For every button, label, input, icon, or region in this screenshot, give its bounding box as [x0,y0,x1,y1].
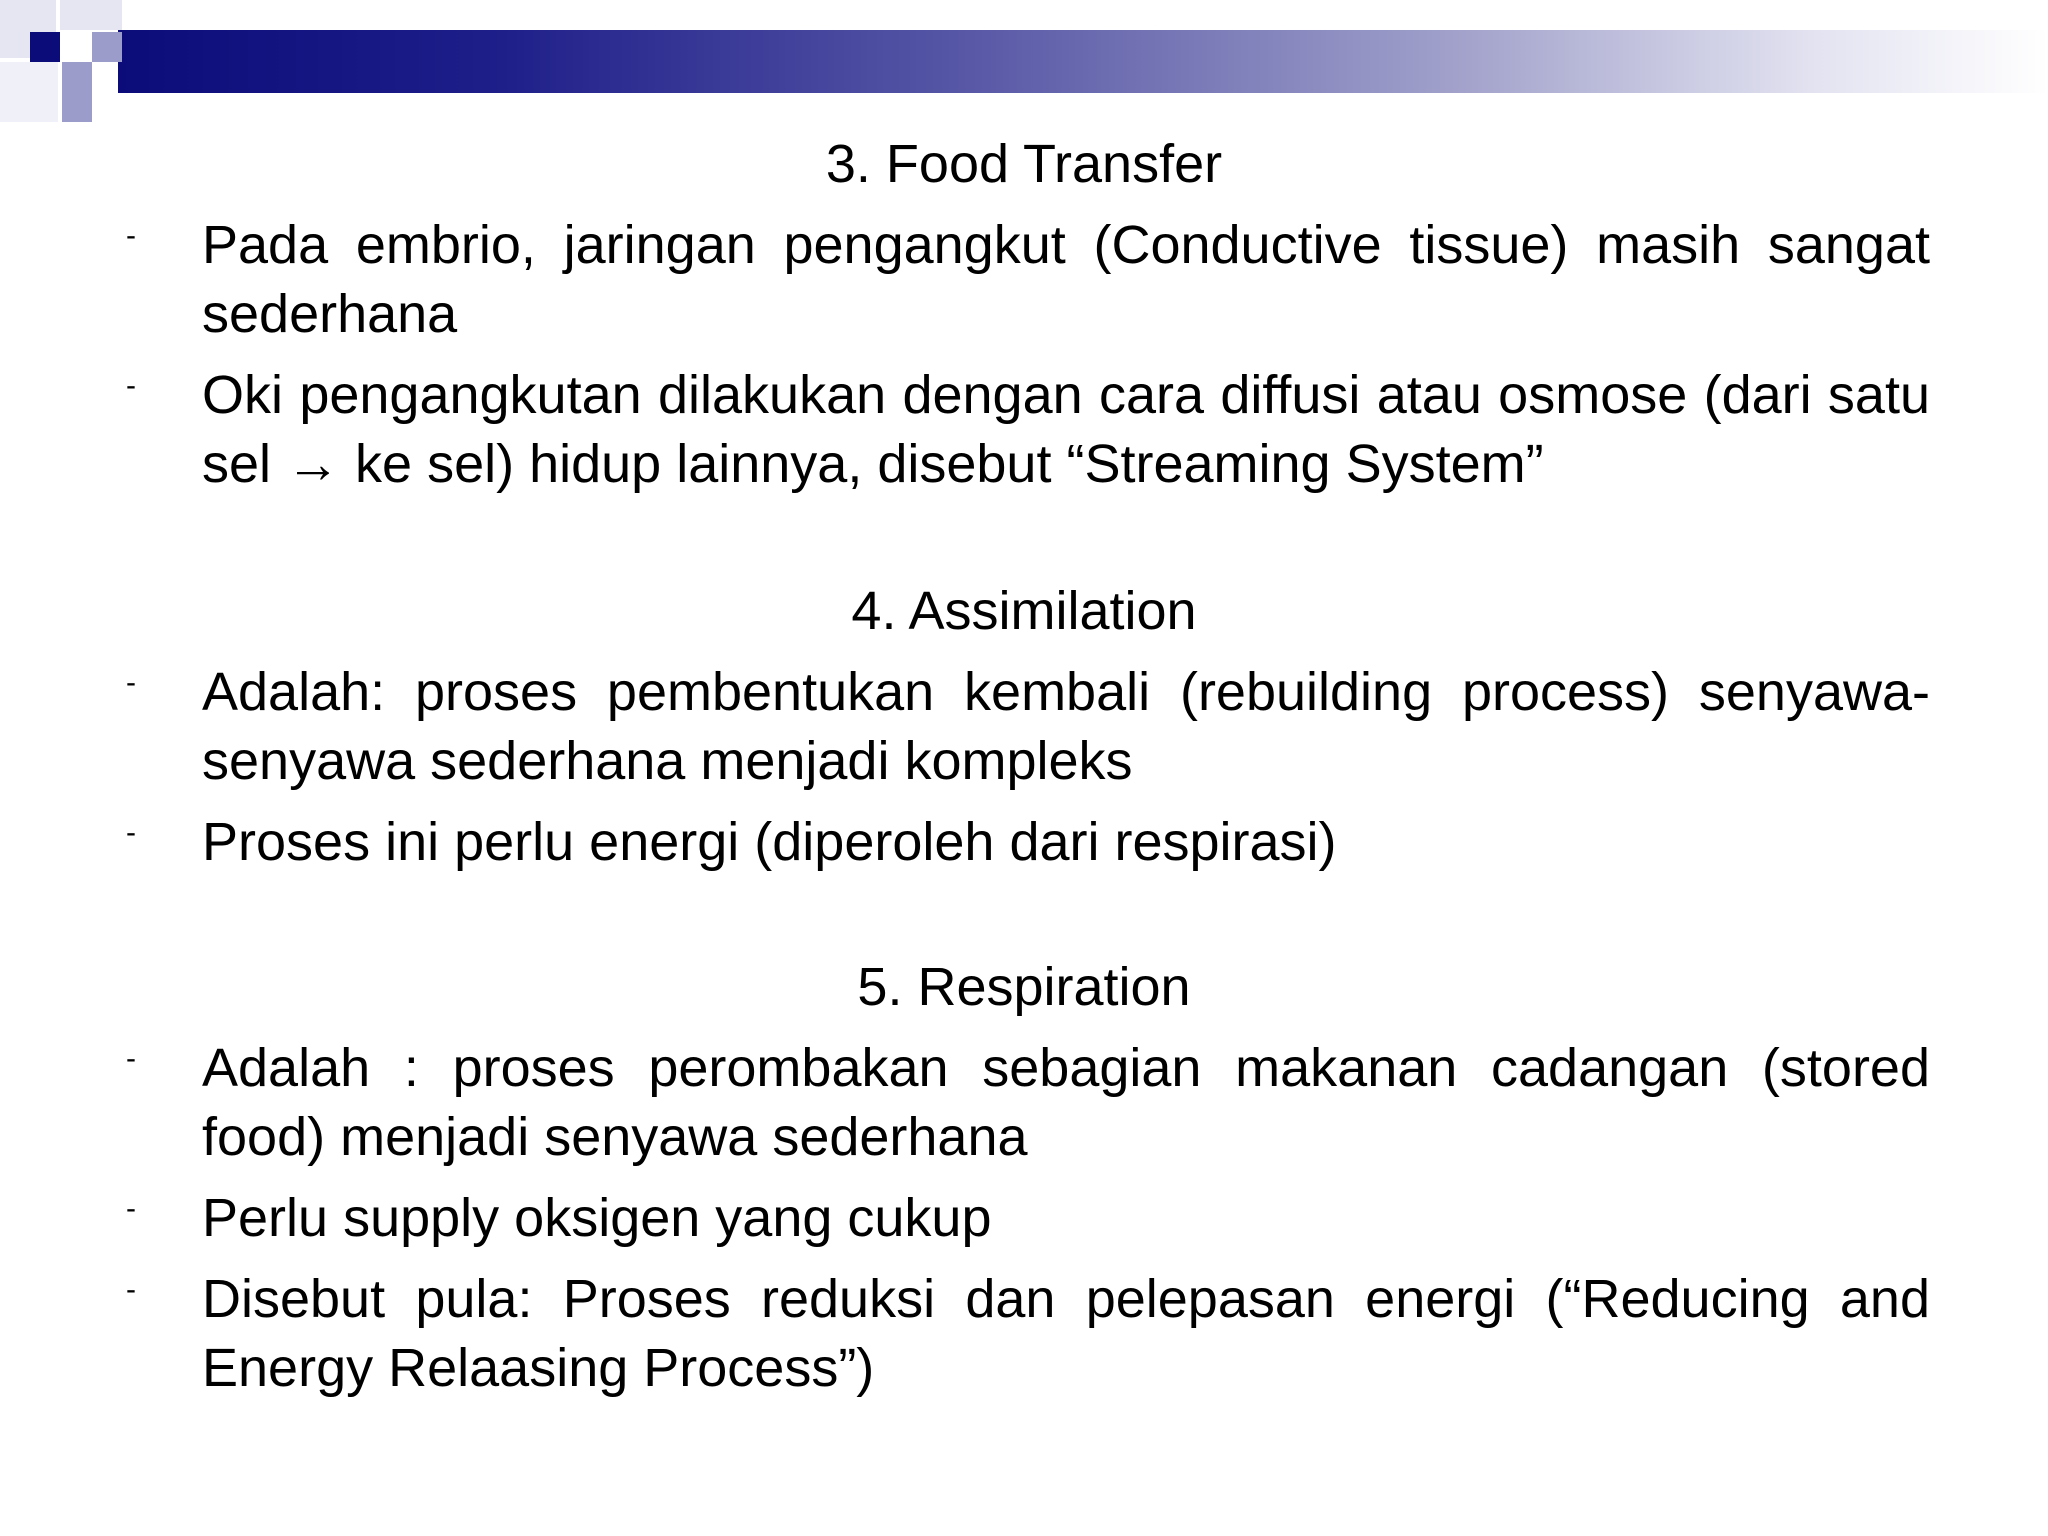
bullet-item [118,361,1930,499]
bullet-dash: - [126,219,136,252]
bullet-item [118,1034,1930,1172]
bullet-text: Oki pengangkutan dilakukan dengan cara diffusi atau osmose (dari satu sel → ke sel) hidup lainnya, disebut “Streaming System” [202,365,1930,494]
bullet-text: Perlu supply oksigen yang cukup [202,1188,992,1248]
header-decor-square [92,32,122,62]
section-title: 4. Assimilation [851,581,1197,641]
section-gap [118,499,1930,577]
bullet-item [118,808,1930,877]
bullet-dash: - [126,816,136,849]
section-title: 5. Respiration [857,957,1191,1017]
bullet-dash: - [126,1042,136,1075]
bullet-text: Adalah : proses perombakan sebagian makanan cadangan (stored food) menjadi senyawa sederhana [202,1038,1930,1167]
slide-content [118,130,1930,1403]
header-decor-square [0,62,58,122]
bullet-dash: - [126,369,136,402]
header-decor-square [60,0,122,30]
section-gap [118,877,1930,953]
section-assimilation [118,577,1930,877]
bullet-dash: - [126,1273,136,1306]
bullet-text: Adalah: proses pembentukan kembali (rebuilding process) senyawa-senyawa sederhana menjadi kompleks [202,662,1930,791]
bullet-item [118,1184,1930,1253]
section-title: 3. Food Transfer [825,134,1223,194]
bullet-text: Pada embrio, jaringan pengangkut (Conductive tissue) masih sangat sederhana [202,215,1930,344]
bullet-text: Proses ini perlu energi (diperoleh dari respirasi) [202,812,1337,872]
bullet-dash: - [126,666,136,699]
bullet-item [118,211,1930,349]
header-gradient-bar [118,30,2048,93]
bullet-dash: - [126,1192,136,1225]
bullet-text: Disebut pula: Proses reduksi dan pelepasan energi (“Reducing and Energy Relaasing Process”) [202,1269,1930,1398]
bullet-item [118,1265,1930,1403]
section-respiration [118,953,1930,1403]
header-decor-square [30,32,60,62]
header-decor-square [62,62,92,122]
bullet-item [118,658,1930,796]
section-food-transfer [118,130,1930,499]
